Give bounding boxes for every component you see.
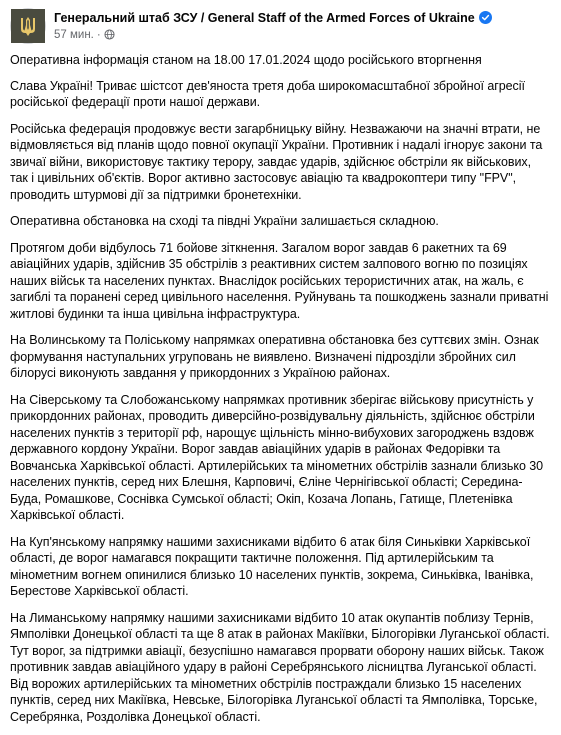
globe-icon[interactable] bbox=[104, 29, 115, 40]
post-paragraph: Оперативна інформація станом на 18.00 17.01.2024 щодо російського вторгнення bbox=[10, 53, 482, 67]
page-name-link[interactable]: Генеральний штаб ЗСУ / General Staff of the Armed Forces of Ukraine bbox=[54, 11, 475, 25]
post-timestamp[interactable]: 57 мин. bbox=[54, 29, 94, 41]
page-avatar[interactable] bbox=[10, 8, 46, 44]
post-paragraph: Слава Україні! Триває шістсот дев'яноста третя доба широкомасштабної збройної агресії російської федерації проти нашої держави. bbox=[10, 78, 525, 109]
verified-badge-icon bbox=[479, 11, 492, 24]
post-paragraph: Російська федерація продовжує вести загарбницьку війну. Незважаючи на значні втрати, не відмовляється від планів щодо повної окупації України. Противник і надалі ігнорує закони та звичаї війни, використовує тактику терору, завдає ударів, здійснює обстріли як військових, так і цивільних об'єктів. Ворог активно застосовує авіацію та квадрокоптери типу "FPV", проводить штурмові дії за підтримки бронетехніки. bbox=[10, 121, 543, 202]
post-paragraph: Оперативна обстановка на сході та півдні України залишається складною. bbox=[10, 214, 439, 228]
post-meta bbox=[54, 29, 115, 43]
post-header bbox=[10, 8, 551, 44]
meta-separator: · bbox=[96, 29, 101, 41]
page-name-row bbox=[54, 11, 492, 27]
trident-logo-icon bbox=[11, 9, 45, 43]
post-body bbox=[10, 52, 552, 735]
post-paragraph: На Сіверському та Слобожанському напрямках противник зберігає військову присутність у прикордонних районах, проводить диверсійно-розвідувальну діяльність, здійснює обстріли населених пунктів з території рф, нарощує щільність мінно-вибухових загороджень вздовж державного кордону України. Ворог завдав авіаційних ударів в районах Федорівки та Вовчанська Харківської області. Артилерійських та мінометних обстрілів зазнали близько 30 населених пунктів, серед них Блешня, Карповичі, Єліне Чернігівської області; Середина-Буда, Ромашкове, Соснівка Сумської області; Окіп, Козача Лопань, Гатище, Плетенівка Харківської області. bbox=[10, 392, 544, 522]
post-paragraph: На Лиманському напрямку нашими захисниками відбито 10 атак окупантів поблизу Тернів, Ямполівки Донецької області та ще 8 атак в районах Макіївки, Білогорівки Луганської області. Тут ворог, за підтримки авіації, безуспішно намагався прорвати оборону наших військ. Також противник завдав авіаційного удару в районі Серебрянського лісництва Луганської області. Від ворожих артилерійських та мінометних обстрілів постраждали близько 15 населених пунктів, серед них Макіївка, Невське, Білогорівка Луганської області та Ямполівка, Торське, Серебрянка, Роздолівка Донецької області. bbox=[10, 610, 550, 724]
post-paragraph: На Волинському та Поліському напрямках оперативна обстановка без суттєвих змін. Ознак формування наступальних угруповань не виявлено. Визначені підрозділи збройних сил білорусі виконують завдання у прикордонних з Україною районах. bbox=[10, 333, 539, 380]
post-paragraph: На Куп'янському напрямку нашими захисниками відбито 6 атак біля Синьківки Харківської області, де ворог намагався покращити тактичне положення. Під артилерійським та мінометним вогнем опинилися близько 10 населених пунктів, зокрема, Синьківка, Іванівка, Берестове Харківської області. bbox=[10, 534, 534, 598]
post-paragraph: Протягом доби відбулось 71 бойове зіткнення. Загалом ворог завдав 6 ракетних та 69 авіаційних ударів, здійснив 35 обстрілів з реактивних систем залпового вогню по позиціях наших військ та населених пунктах. Внаслідок російських терористичних атак, на жаль, є загиблі та поранені серед цивільного населення. Руйнувань та пошкоджень зазнали приватні житлові будинки та інша цивільна інфраструктура. bbox=[10, 240, 549, 321]
